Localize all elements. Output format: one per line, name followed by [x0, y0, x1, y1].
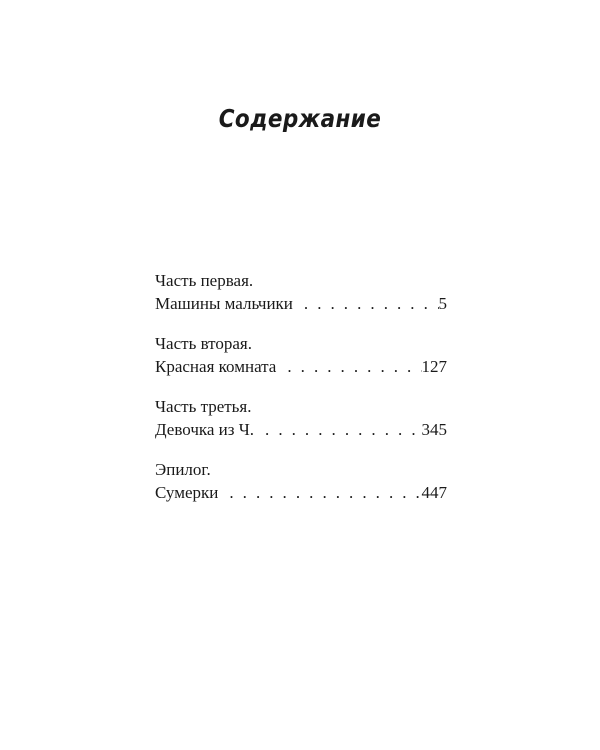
- toc-chapter-name: Машины мальчики: [155, 294, 293, 313]
- toc-page-number: 5: [438, 294, 447, 313]
- toc-page-number: 345: [421, 420, 447, 439]
- toc-page-number: 447: [421, 483, 447, 502]
- toc-page-number: 127: [421, 357, 447, 376]
- toc-dot-leader: [293, 292, 439, 315]
- toc-entry[interactable]: [155, 269, 447, 315]
- toc-dot-leader: [218, 481, 421, 504]
- toc-dot-leader: [254, 418, 421, 441]
- toc-entry[interactable]: [155, 332, 447, 378]
- table-of-contents: [155, 269, 447, 521]
- toc-dot-leader: [276, 355, 421, 378]
- toc-part-label: Часть третья.: [155, 397, 252, 416]
- toc-chapter-name: Красная комната: [155, 357, 277, 376]
- toc-chapter-name: Девочка из Ч.: [155, 420, 255, 439]
- toc-entry[interactable]: [155, 458, 447, 504]
- toc-entry[interactable]: [155, 395, 447, 441]
- toc-part-label: Эпилог.: [155, 460, 211, 479]
- toc-chapter-name: Сумерки: [155, 483, 219, 502]
- page-title: Содержание: [218, 104, 382, 133]
- toc-part-label: Часть вторая.: [155, 334, 252, 353]
- toc-part-label: Часть первая.: [155, 271, 254, 290]
